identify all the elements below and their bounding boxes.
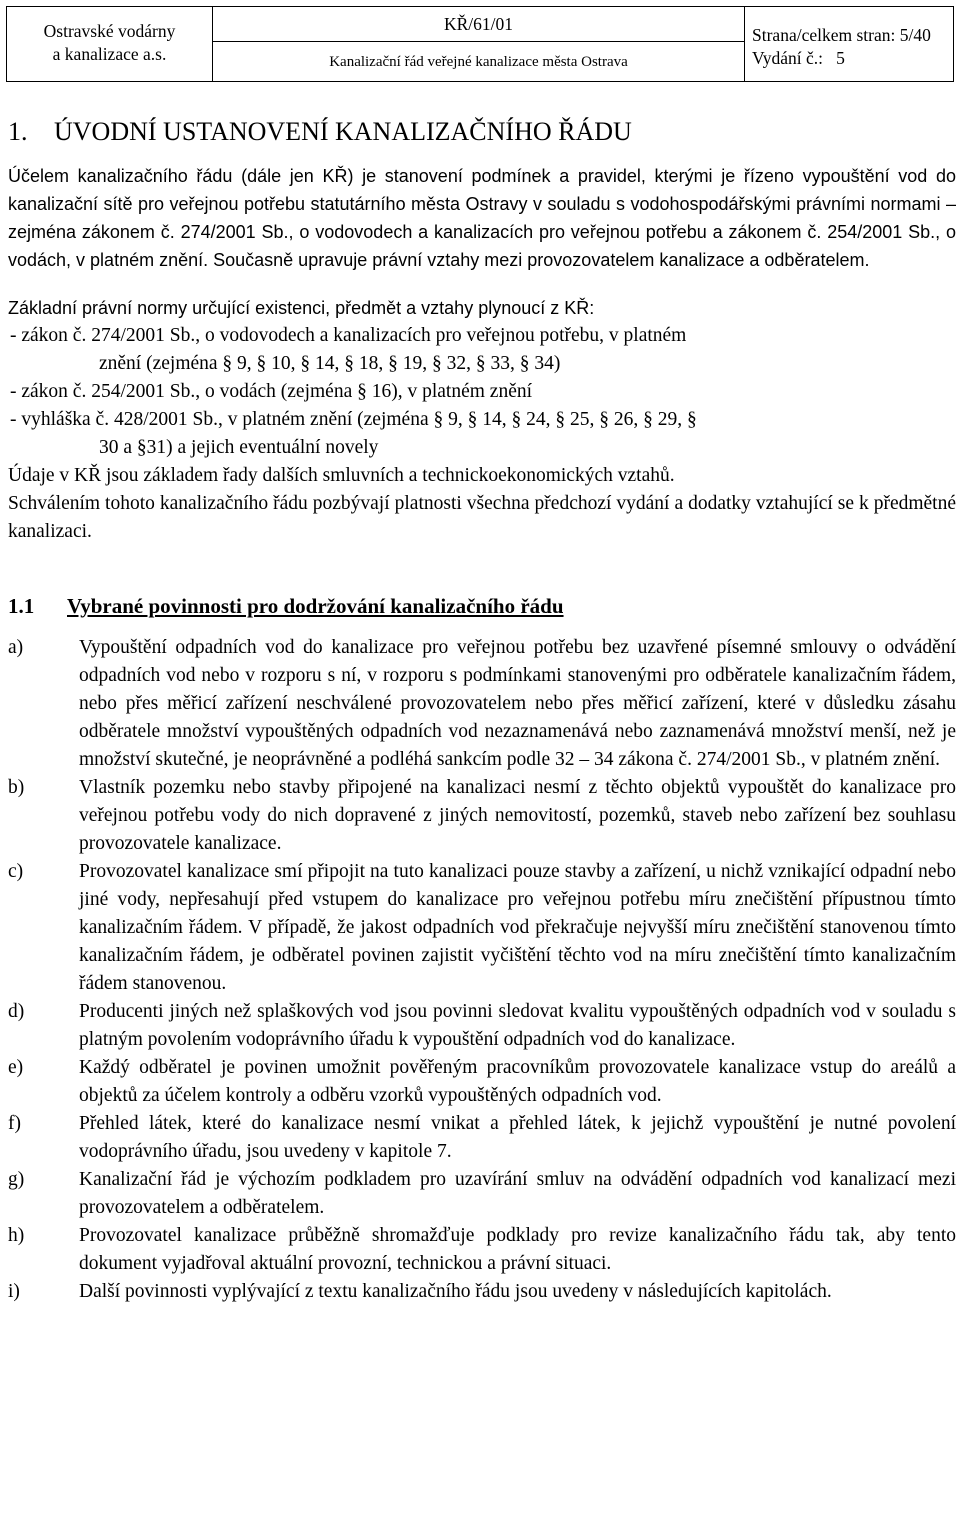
list-item xyxy=(8,1278,956,1306)
norm-line: - vyhláška č. 428/2001 Sb., v platném znění (zejména § 9, § 14, § 24, § 25, § 26, § 29, § xyxy=(10,409,697,430)
list-item xyxy=(8,378,956,406)
subsection-title: Vybrané povinnosti pro dodržování kanalizačního řádu xyxy=(67,594,564,618)
document-id-cell xyxy=(213,7,745,81)
item-text: Provozovatel kanalizace průběžně shromažďuje podklady pro revize kanalizačního řádu tak, aby tento dokument vyjadřoval aktuální provozní, technickou a právní situaci. xyxy=(79,1225,956,1274)
obligations-list xyxy=(8,634,956,1306)
norm-line: - zákon č. 254/2001 Sb., o vodách (zejména § 16), v platném znění xyxy=(10,381,533,402)
list-item xyxy=(8,634,956,774)
item-label: b) xyxy=(8,777,25,798)
item-text: Vypouštění odpadních vod do kanalizace pro veřejnou potřebu bez uzavřené písemné smlouvy o odvádění odpadních vod nebo v rozporu s ní, v rozporu s podmínkami stanovenými pro odběratele kanalizačním řádem, nebo přes měřicí zařízení neschválené provozovatelem nebo přes měřicí zařízení, které v důsledku zásahu odběratele množství vypouštěných odpadních vod nezaznamenává nebo zaznamenává množství menší, než je množství skutečné, je neoprávněné a podléhá sankcím podle 32 – 34 zákona č. 274/2001 Sb., v platném znění. xyxy=(79,637,956,770)
section-title: ÚVODNÍ USTANOVENÍ KANALIZAČNÍHO ŘÁDU xyxy=(54,117,632,146)
item-label: c) xyxy=(8,861,24,882)
item-label: i) xyxy=(8,1281,20,1302)
list-item xyxy=(8,1110,956,1166)
company-cell xyxy=(7,7,213,81)
subsection-number: 1.1 xyxy=(8,594,35,618)
approval-note: Schválením tohoto kanalizačního řádu pozbývají platnosti všechna předchozí vydání a dodatky vztahující se k předmětné kanalizaci. xyxy=(8,493,956,542)
list-item xyxy=(8,406,956,462)
section-heading xyxy=(8,112,956,152)
item-text: Další povinnosti vyplývající z textu kanalizačního řádu jsou uvedeny v následujících kapitolách. xyxy=(79,1281,832,1302)
document-header xyxy=(6,6,954,82)
document-code: KŘ/61/01 xyxy=(213,7,744,42)
page-count: Strana/celkem stran: 5/40 xyxy=(752,25,931,45)
issue-number: Vydání č.: 5 xyxy=(752,48,845,68)
legal-norms-list xyxy=(8,322,956,462)
subsection-heading xyxy=(8,586,956,626)
norm-line: - zákon č. 274/2001 Sb., o vodovodech a kanalizacích pro veřejnou potřebu, v platném xyxy=(10,325,687,346)
item-label: a) xyxy=(8,637,24,658)
list-item xyxy=(8,858,956,998)
intro-paragraph: Účelem kanalizačního řádu (dále jen KŘ) je stanovení podmínek a pravidel, kterými je řízeno vypouštění vod do kanalizační sítě pro veřejnou potřebu statutárního města Ostravy v souladu s vodohospodářskými právními normami – zejména zákonem č. 274/2001 Sb., o vodovodech a kanalizacích pro veřejnou potřebu a zákonem č. 254/2001 Sb., o vodách, v platném znění. Současně upravuje právní vztahy mezi provozovatelem kanalizace a odběratelem. xyxy=(8,166,956,270)
list-item xyxy=(8,1222,956,1278)
document-title: Kanalizační řád veřejné kanalizace města Ostrava xyxy=(329,54,628,70)
item-label: d) xyxy=(8,1001,25,1022)
item-text: Producenti jiných než splaškových vod jsou povinni sledovat kvalitu vypouštěných odpadních vod v souladu s platným povolením vodoprávního úřadu k vypouštění odpadních vod do kanalizace. xyxy=(79,1001,956,1050)
list-item xyxy=(8,774,956,858)
item-label: g) xyxy=(8,1169,25,1190)
document-body xyxy=(8,112,956,1306)
item-label: f) xyxy=(8,1113,21,1134)
item-text: Přehled látek, které do kanalizace nesmí vnikat a přehled látek, k jejichž vypouštění je nutné povolení vodoprávního úřadu, jsou uvedeny v kapitole 7. xyxy=(79,1113,956,1162)
item-text: Vlastník pozemku nebo stavby připojené na kanalizaci nesmí z těchto objektů vypouštět do kanalizace pro veřejnou potřebu vody do nich dopravené z jiných nemovitostí, pozemků, staveb nebo zařízení bez souhlasu provozovatele kanalizace. xyxy=(79,777,956,854)
norms-heading: Základní právní normy určující existenci, předmět a vztahy plynoucí z KŘ: xyxy=(8,298,595,318)
item-text: Každý odběratel je povinen umožnit pověřeným pracovníkům provozovatele kanalizace vstup do areálů a objektů za účelem kontroly a odběru vzorků vypouštěných odpadních vod. xyxy=(79,1057,956,1106)
norm-line-continued: 30 a §31) a jejich eventuální novely xyxy=(99,437,379,458)
norm-line-continued: znění (zejména § 9, § 10, § 14, § 18, § 19, § 32, § 33, § 34) xyxy=(99,353,561,374)
item-text: Kanalizační řád je výchozím podkladem pro uzavírání smluv na odvádění odpadních vod kanalizací mezi provozovatelem a odběratelem. xyxy=(79,1169,956,1218)
company-name-line1: Ostravské vodárny xyxy=(43,21,176,41)
list-item xyxy=(8,322,956,378)
data-note: Údaje v KŘ jsou základem řady dalších smluvních a technickoekonomických vztahů. xyxy=(8,465,675,486)
page-info-cell xyxy=(745,7,953,81)
list-item xyxy=(8,998,956,1054)
list-item xyxy=(8,1054,956,1110)
item-label: h) xyxy=(8,1225,25,1246)
list-item xyxy=(8,1166,956,1222)
item-label: e) xyxy=(8,1057,24,1078)
section-number: 1. xyxy=(8,117,28,146)
item-text: Provozovatel kanalizace smí připojit na tuto kanalizaci pouze stavby a zařízení, u nichž vznikající odpadní nebo jiné vody, nepřesahují před vstupem do kanalizace pro veřejnou potřebu míru znečištění přípustnou tímto kanalizačním řádem. V případě, že jakost odpadních vod překračuje nejvyšší míru znečištění stanovenou tímto kanalizačním řádem, je odběratel povinen zajistit vyčištění těchto vod na míru znečištění tímto kanalizačním řádem stanovenou. xyxy=(79,861,956,994)
company-name-line2: a kanalizace a.s. xyxy=(52,44,167,64)
